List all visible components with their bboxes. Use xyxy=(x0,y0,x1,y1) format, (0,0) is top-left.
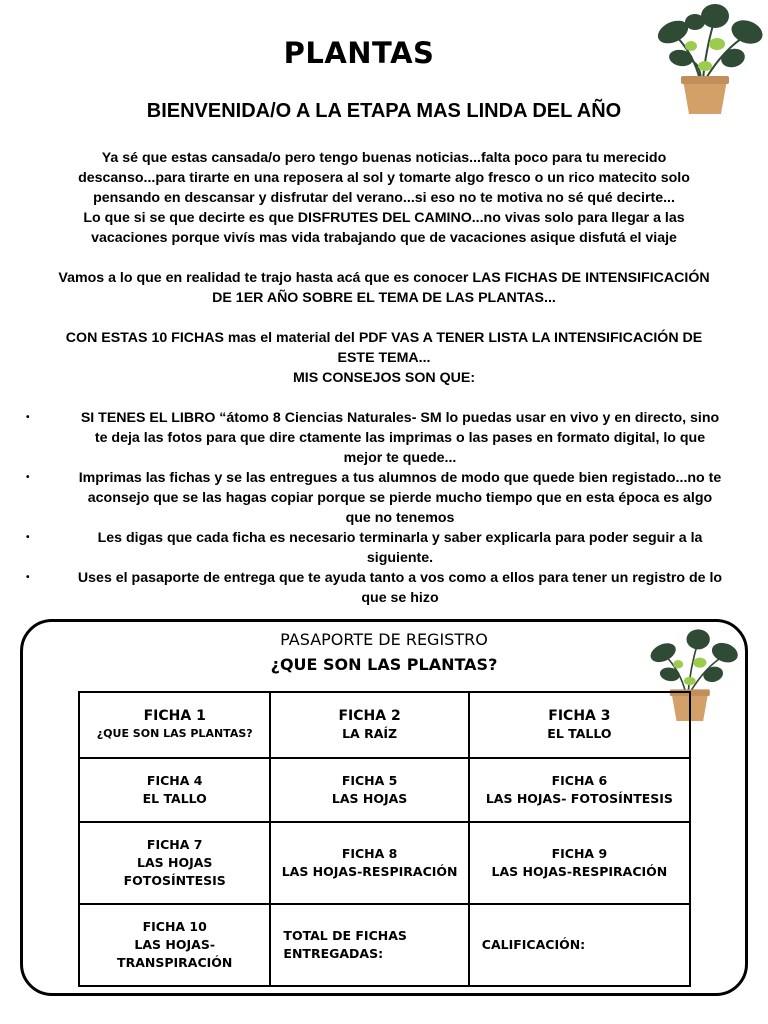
passport-subtitle: ¿QUE SON LAS PLANTAS? xyxy=(270,655,498,674)
table-row xyxy=(79,692,690,758)
calificacion-cell[interactable]: CALIFICACIÓN: xyxy=(469,904,690,986)
table-row xyxy=(79,822,690,904)
tips-list xyxy=(20,408,758,608)
ficha-cell: FICHA 2 LA RAÍZ xyxy=(270,692,468,758)
bullet-icon: • xyxy=(26,412,30,423)
intro-line: Lo que si se que decirte es que DISFRUTES DEL CAMINO...no vivas solo para llegar a las xyxy=(83,210,685,226)
intro-line: descanso...para tirarte en una reposera al sol y tomarte algo fresco o un rico matecito solo xyxy=(78,170,690,186)
intro-text xyxy=(20,148,748,388)
list-item: • SI TENES EL LIBRO “átomo 8 Ciencias Naturales- SM lo puedas usar en vivo y en directo, sino te deja las fotos para que dire ctamente las imprimas o las pases en formato digital, lo que mejor te quede... xyxy=(26,410,720,466)
ficha-cell: FICHA 6 LAS HOJAS- FOTOSÍNTESIS xyxy=(469,758,690,822)
list-item: • Uses el pasaporte de entrega que te ayuda tanto a vos como a ellos para tener un registro de lo que se hizo xyxy=(26,570,723,606)
passport-table xyxy=(78,691,691,987)
ficha-cell: FICHA 10 LAS HOJAS- TRANSPIRACIÓN xyxy=(79,904,270,986)
intro-line: Vamos a lo que en realidad te trajo hasta acá que es conocer LAS FICHAS DE INTENSIFICACIÓN xyxy=(58,270,710,286)
ficha-cell: FICHA 7 LAS HOJAS FOTOSÍNTESIS xyxy=(79,822,270,904)
ficha-cell: FICHA 3 EL TALLO xyxy=(469,692,690,758)
bullet-icon: • xyxy=(26,532,30,543)
intro-line: Ya sé que estas cansada/o pero tengo buenas noticias...falta poco para tu merecido xyxy=(101,150,667,166)
intro-line: CON ESTAS 10 FICHAS mas el material del PDF VAS A TENER LISTA LA INTENSIFICACIÓN DE xyxy=(65,330,703,346)
page-title: PLANTAS xyxy=(283,36,435,70)
bullet-icon: • xyxy=(26,572,30,583)
ficha-cell: FICHA 5 LAS HOJAS xyxy=(270,758,468,822)
intro-line: vacaciones porque vivís mas vida trabajando que de vacaciones asique disfutá el viaje xyxy=(91,230,677,246)
bullet-icon: • xyxy=(26,472,30,483)
list-item: • Imprimas las fichas y se las entregues a tus alumnos de modo que quede bien registado...no te aconsejo que se las hagas copiar porque se pierde mucho tiempo que en esta época es algo que no tenemos xyxy=(26,470,722,526)
total-entregadas-cell[interactable]: TOTAL DE FICHAS ENTREGADAS: xyxy=(270,904,468,986)
intro-line: pensando en descansar y disfrutar del verano...si eso no te motiva no sé qué decirte... xyxy=(93,190,675,206)
ficha-cell: FICHA 1 ¿QUE SON LAS PLANTAS? xyxy=(79,692,270,758)
potted-plant-icon xyxy=(655,0,765,120)
intro-line: DE 1ER AÑO SOBRE EL TEMA DE LAS PLANTAS... xyxy=(212,290,556,306)
list-item: • Les digas que cada ficha es necesario terminarla y saber explicarla para poder seguir a la siguiente. xyxy=(26,530,703,566)
table-row xyxy=(79,758,690,822)
passport-title: PASAPORTE DE REGISTRO xyxy=(280,630,488,649)
ficha-cell: FICHA 9 LAS HOJAS-RESPIRACIÓN xyxy=(469,822,690,904)
table-row xyxy=(79,904,690,986)
page-subtitle: BIENVENIDA/O A LA ETAPA MAS LINDA DEL AÑO xyxy=(146,100,622,122)
ficha-cell: FICHA 8 LAS HOJAS-RESPIRACIÓN xyxy=(270,822,468,904)
intro-line: ESTE TEMA... xyxy=(337,350,431,366)
intro-line: MIS CONSEJOS SON QUE: xyxy=(292,370,476,386)
ficha-cell: FICHA 4 EL TALLO xyxy=(79,758,270,822)
